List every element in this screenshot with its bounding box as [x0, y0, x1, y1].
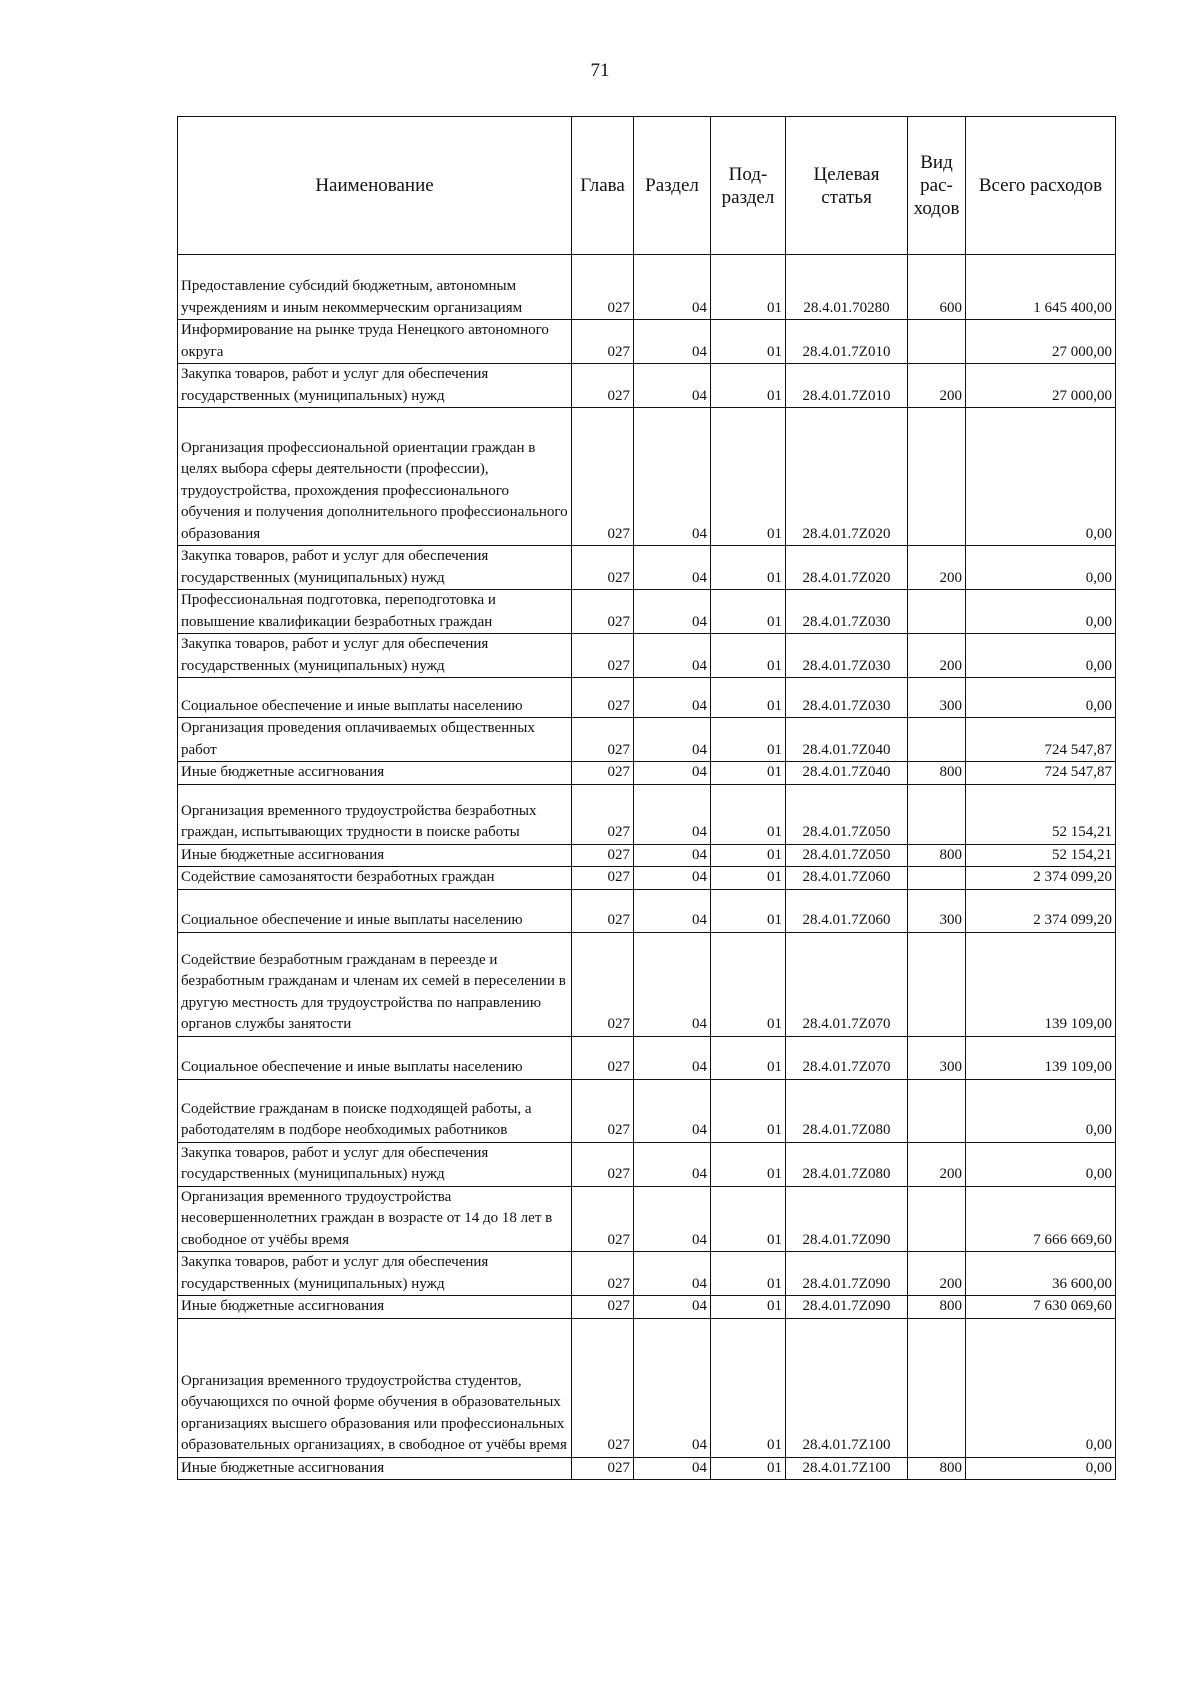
cell-glava: 027: [572, 1142, 634, 1186]
cell-tselevaya-statya: 28.4.01.7Z080: [786, 1079, 908, 1142]
cell-tselevaya-statya: 28.4.01.7Z090: [786, 1186, 908, 1252]
cell-tselevaya-statya: 28.4.01.7Z030: [786, 590, 908, 634]
cell-glava: 027: [572, 1252, 634, 1296]
cell-podrazdel: 01: [711, 320, 786, 364]
cell-vid-raskhodov: 200: [908, 1142, 966, 1186]
cell-name: Социальное обеспечение и иные выплаты населению: [178, 1036, 572, 1079]
cell-vsego-raskhodov: 0,00: [966, 1457, 1116, 1480]
cell-vid-raskhodov: 200: [908, 634, 966, 678]
table-row: [178, 590, 1116, 634]
cell-vsego-raskhodov: 0,00: [966, 1079, 1116, 1142]
cell-vsego-raskhodov: 139 109,00: [966, 1036, 1116, 1079]
cell-razdel: 04: [634, 889, 711, 932]
cell-vsego-raskhodov: 2 374 099,20: [966, 867, 1116, 890]
cell-vid-raskhodov: [908, 932, 966, 1036]
cell-tselevaya-statya: 28.4.01.7Z090: [786, 1296, 908, 1319]
header-glava: Глава: [572, 117, 634, 255]
cell-vid-raskhodov: 300: [908, 1036, 966, 1079]
cell-glava: 027: [572, 678, 634, 718]
cell-razdel: 04: [634, 1318, 711, 1457]
cell-name: Закупка товаров, работ и услуг для обеспечения государственных (муниципальных) нужд: [178, 1252, 572, 1296]
cell-podrazdel: 01: [711, 1457, 786, 1480]
cell-glava: 027: [572, 889, 634, 932]
table-row: [178, 678, 1116, 718]
cell-razdel: 04: [634, 762, 711, 785]
cell-podrazdel: 01: [711, 844, 786, 867]
table-row: [178, 1252, 1116, 1296]
cell-podrazdel: 01: [711, 1036, 786, 1079]
cell-glava: 027: [572, 320, 634, 364]
cell-vsego-raskhodov: 0,00: [966, 590, 1116, 634]
cell-glava: 027: [572, 634, 634, 678]
cell-glava: 027: [572, 408, 634, 546]
table-row: [178, 1296, 1116, 1319]
cell-podrazdel: 01: [711, 1186, 786, 1252]
cell-tselevaya-statya: 28.4.01.7Z050: [786, 844, 908, 867]
cell-name: Организация временного трудоустройства несовершеннолетних граждан в возрасте от 14 до 18 лет в свободное от учёбы время: [178, 1186, 572, 1252]
cell-podrazdel: 01: [711, 784, 786, 844]
cell-tselevaya-statya: 28.4.01.7Z020: [786, 408, 908, 546]
cell-vsego-raskhodov: 0,00: [966, 678, 1116, 718]
cell-tselevaya-statya: 28.4.01.7Z040: [786, 718, 908, 762]
cell-podrazdel: 01: [711, 889, 786, 932]
cell-razdel: 04: [634, 1079, 711, 1142]
cell-glava: 027: [572, 255, 634, 320]
cell-name: Иные бюджетные ассигнования: [178, 762, 572, 785]
cell-vid-raskhodov: [908, 590, 966, 634]
table-row: [178, 546, 1116, 590]
cell-tselevaya-statya: 28.4.01.7Z080: [786, 1142, 908, 1186]
table-row: [178, 718, 1116, 762]
cell-vsego-raskhodov: 1 645 400,00: [966, 255, 1116, 320]
cell-vsego-raskhodov: 724 547,87: [966, 762, 1116, 785]
budget-table: [177, 116, 1116, 1480]
cell-name: Закупка товаров, работ и услуг для обеспечения государственных (муниципальных) нужд: [178, 546, 572, 590]
table-row: [178, 1079, 1116, 1142]
cell-tselevaya-statya: 28.4.01.7Z050: [786, 784, 908, 844]
cell-tselevaya-statya: 28.4.01.7Z060: [786, 889, 908, 932]
cell-podrazdel: 01: [711, 867, 786, 890]
cell-vid-raskhodov: 800: [908, 844, 966, 867]
cell-vid-raskhodov: [908, 718, 966, 762]
cell-glava: 027: [572, 718, 634, 762]
header-vsego-raskhodov: Всего расходов: [966, 117, 1116, 255]
cell-vsego-raskhodov: 7 666 669,60: [966, 1186, 1116, 1252]
header-tselevaya-statya: Целевая статья: [786, 117, 908, 255]
table-row: [178, 932, 1116, 1036]
cell-vid-raskhodov: 200: [908, 1252, 966, 1296]
cell-vsego-raskhodov: 7 630 069,60: [966, 1296, 1116, 1319]
cell-razdel: 04: [634, 867, 711, 890]
cell-razdel: 04: [634, 1142, 711, 1186]
cell-tselevaya-statya: 28.4.01.7Z010: [786, 320, 908, 364]
cell-glava: 027: [572, 546, 634, 590]
header-vid-raskhodov: Вид рас- ходов: [908, 117, 966, 255]
page-number: 71: [590, 60, 610, 81]
cell-podrazdel: 01: [711, 932, 786, 1036]
cell-podrazdel: 01: [711, 678, 786, 718]
cell-tselevaya-statya: 28.4.01.7Z100: [786, 1457, 908, 1480]
cell-glava: 027: [572, 1079, 634, 1142]
cell-vid-raskhodov: 200: [908, 546, 966, 590]
cell-glava: 027: [572, 1318, 634, 1457]
table-row: [178, 844, 1116, 867]
cell-razdel: 04: [634, 255, 711, 320]
cell-tselevaya-statya: 28.4.01.7Z040: [786, 762, 908, 785]
cell-glava: 027: [572, 1036, 634, 1079]
cell-vid-raskhodov: [908, 1079, 966, 1142]
cell-podrazdel: 01: [711, 634, 786, 678]
cell-name: Содействие гражданам в поиске подходящей работы, а работодателям в подборе необходимых работников: [178, 1079, 572, 1142]
cell-podrazdel: 01: [711, 1252, 786, 1296]
cell-podrazdel: 01: [711, 364, 786, 408]
table-row: [178, 255, 1116, 320]
cell-vid-raskhodov: [908, 1318, 966, 1457]
cell-vsego-raskhodov: 0,00: [966, 634, 1116, 678]
table-row: [178, 889, 1116, 932]
header-name: Наименование: [178, 117, 572, 255]
cell-name: Организация профессиональной ориентации граждан в целях выбора сферы деятельности (профессии), трудоустройства, прохождения профессионального обучения и получения дополнительного профессионального образования: [178, 408, 572, 546]
cell-vsego-raskhodov: 52 154,21: [966, 784, 1116, 844]
table-row: [178, 1142, 1116, 1186]
cell-name: Социальное обеспечение и иные выплаты населению: [178, 678, 572, 718]
cell-tselevaya-statya: 28.4.01.7Z060: [786, 867, 908, 890]
cell-glava: 027: [572, 1457, 634, 1480]
cell-name: Социальное обеспечение и иные выплаты населению: [178, 889, 572, 932]
cell-vid-raskhodov: [908, 1186, 966, 1252]
cell-tselevaya-statya: 28.4.01.70280: [786, 255, 908, 320]
cell-podrazdel: 01: [711, 718, 786, 762]
cell-name: Организация временного трудоустройства студентов, обучающихся по очной форме обучения в образовательных организациях высшего образования или профессиональных образовательных организациях, в свободное от учёбы время: [178, 1318, 572, 1457]
cell-glava: 027: [572, 1186, 634, 1252]
cell-name: Иные бюджетные ассигнования: [178, 1296, 572, 1319]
cell-podrazdel: 01: [711, 1296, 786, 1319]
cell-vsego-raskhodov: 0,00: [966, 1142, 1116, 1186]
table-row: [178, 1186, 1116, 1252]
cell-vid-raskhodov: [908, 408, 966, 546]
table-row: [178, 634, 1116, 678]
cell-vid-raskhodov: 800: [908, 1457, 966, 1480]
cell-razdel: 04: [634, 1186, 711, 1252]
table-row: [178, 1036, 1116, 1079]
cell-vid-raskhodov: 800: [908, 762, 966, 785]
cell-vsego-raskhodov: 27 000,00: [966, 320, 1116, 364]
cell-podrazdel: 01: [711, 1079, 786, 1142]
cell-vsego-raskhodov: 36 600,00: [966, 1252, 1116, 1296]
cell-razdel: 04: [634, 408, 711, 546]
cell-name: Иные бюджетные ассигнования: [178, 1457, 572, 1480]
cell-podrazdel: 01: [711, 546, 786, 590]
cell-name: Содействие самозанятости безработных граждан: [178, 867, 572, 890]
table-header-row: [178, 117, 1116, 255]
header-razdel: Раздел: [634, 117, 711, 255]
cell-name: Предоставление субсидий бюджетным, автономным учреждениям и иным некоммерческим организациям: [178, 255, 572, 320]
cell-glava: 027: [572, 867, 634, 890]
cell-name: Закупка товаров, работ и услуг для обеспечения государственных (муниципальных) нужд: [178, 364, 572, 408]
cell-glava: 027: [572, 364, 634, 408]
cell-vsego-raskhodov: 27 000,00: [966, 364, 1116, 408]
cell-name: Содействие безработным гражданам в переезде и безработным гражданам и членам их семей в переселении в другую местность для трудоустройства по направлению органов службы занятости: [178, 932, 572, 1036]
table-row: [178, 408, 1116, 546]
cell-tselevaya-statya: 28.4.01.7Z030: [786, 634, 908, 678]
table-row: [178, 784, 1116, 844]
cell-tselevaya-statya: 28.4.01.7Z070: [786, 1036, 908, 1079]
cell-razdel: 04: [634, 364, 711, 408]
cell-name: Организация временного трудоустройства безработных граждан, испытывающих трудности в поиске работы: [178, 784, 572, 844]
cell-vid-raskhodov: 300: [908, 678, 966, 718]
cell-vsego-raskhodov: 0,00: [966, 408, 1116, 546]
cell-tselevaya-statya: 28.4.01.7Z070: [786, 932, 908, 1036]
cell-vid-raskhodov: 800: [908, 1296, 966, 1319]
cell-glava: 027: [572, 1296, 634, 1319]
cell-vid-raskhodov: 600: [908, 255, 966, 320]
cell-vsego-raskhodov: 139 109,00: [966, 932, 1116, 1036]
cell-name: Организация проведения оплачиваемых общественных работ: [178, 718, 572, 762]
cell-vsego-raskhodov: 2 374 099,20: [966, 889, 1116, 932]
cell-vid-raskhodov: 300: [908, 889, 966, 932]
cell-glava: 027: [572, 932, 634, 1036]
cell-razdel: 04: [634, 784, 711, 844]
cell-vsego-raskhodov: 0,00: [966, 546, 1116, 590]
table-row: [178, 867, 1116, 890]
cell-vid-raskhodov: 200: [908, 364, 966, 408]
cell-vid-raskhodov: [908, 784, 966, 844]
cell-razdel: 04: [634, 590, 711, 634]
table-body: [178, 255, 1116, 1480]
cell-podrazdel: 01: [711, 1142, 786, 1186]
cell-razdel: 04: [634, 634, 711, 678]
cell-name: Иные бюджетные ассигнования: [178, 844, 572, 867]
cell-tselevaya-statya: 28.4.01.7Z010: [786, 364, 908, 408]
table-row: [178, 1318, 1116, 1457]
cell-tselevaya-statya: 28.4.01.7Z100: [786, 1318, 908, 1457]
cell-glava: 027: [572, 844, 634, 867]
cell-razdel: 04: [634, 1036, 711, 1079]
cell-razdel: 04: [634, 1457, 711, 1480]
cell-name: Профессиональная подготовка, переподготовка и повышение квалификации безработных граждан: [178, 590, 572, 634]
table-row: [178, 1457, 1116, 1480]
cell-glava: 027: [572, 784, 634, 844]
cell-glava: 027: [572, 590, 634, 634]
cell-podrazdel: 01: [711, 408, 786, 546]
cell-vid-raskhodov: [908, 320, 966, 364]
cell-vsego-raskhodov: 52 154,21: [966, 844, 1116, 867]
table-row: [178, 364, 1116, 408]
cell-razdel: 04: [634, 932, 711, 1036]
cell-razdel: 04: [634, 678, 711, 718]
table-row: [178, 762, 1116, 785]
cell-podrazdel: 01: [711, 255, 786, 320]
header-podrazdel: Под- раздел: [711, 117, 786, 255]
cell-vsego-raskhodov: 724 547,87: [966, 718, 1116, 762]
cell-razdel: 04: [634, 1296, 711, 1319]
cell-razdel: 04: [634, 718, 711, 762]
cell-podrazdel: 01: [711, 1318, 786, 1457]
cell-vsego-raskhodov: 0,00: [966, 1318, 1116, 1457]
cell-razdel: 04: [634, 546, 711, 590]
cell-vid-raskhodov: [908, 867, 966, 890]
table-row: [178, 320, 1116, 364]
cell-podrazdel: 01: [711, 590, 786, 634]
cell-tselevaya-statya: 28.4.01.7Z090: [786, 1252, 908, 1296]
cell-tselevaya-statya: 28.4.01.7Z030: [786, 678, 908, 718]
cell-glava: 027: [572, 762, 634, 785]
cell-razdel: 04: [634, 844, 711, 867]
cell-razdel: 04: [634, 1252, 711, 1296]
cell-podrazdel: 01: [711, 762, 786, 785]
cell-razdel: 04: [634, 320, 711, 364]
cell-tselevaya-statya: 28.4.01.7Z020: [786, 546, 908, 590]
cell-name: Закупка товаров, работ и услуг для обеспечения государственных (муниципальных) нужд: [178, 634, 572, 678]
cell-name: Закупка товаров, работ и услуг для обеспечения государственных (муниципальных) нужд: [178, 1142, 572, 1186]
cell-name: Информирование на рынке труда Ненецкого автономного округа: [178, 320, 572, 364]
